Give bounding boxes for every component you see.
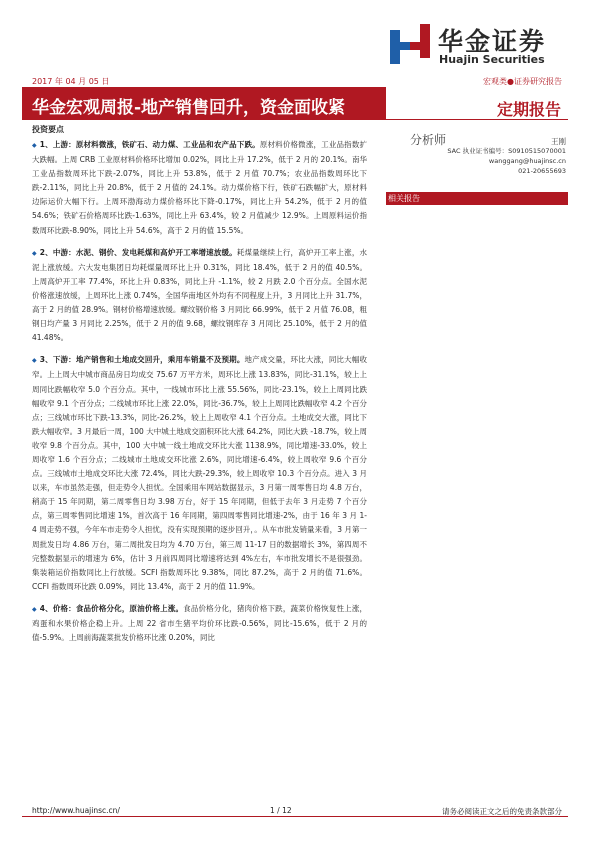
related-reports-label: 相关报告 xyxy=(388,194,420,203)
footer-url[interactable]: http://www.huajinsc.cn/ xyxy=(32,806,120,815)
point-lead: 3、下游：地产销售和土地成交回升，乘用车销量不及预期。 xyxy=(39,355,245,365)
report-category: 宏观类●证券研究报告 xyxy=(483,77,562,86)
section-title: 投资要点 xyxy=(32,125,64,134)
analyst-phone: 021-20655693 xyxy=(518,167,566,175)
point-upstream xyxy=(32,138,367,238)
point-body: 耗煤量继续上行，高炉开工率上涨，水泥上涨放缓。六大发电集团日均耗煤量周环比上升 0.31%，同比 18.4%，低于 2 月的值 40.5%。上周高炉开工率 77.4%，环比上升 0.83%，同比上升 -1.1%，较 2 月跌 2.0 个百分点。全国水泥价格涨速放缓，上周环比上涨 0.74%，全国华南地区外均有不同程度上升，3 月同比上升 31.7%，高于 2 月的值 28.9%。钢材价格增速放缓。螺纹钢价格 3 月同比 66.99%，低于 2 月值 76.08，粗钢日均产量 3 月同比 2.25%，低于 2 月的值 9.68，螺纹钢库存 3 月同比 25.10%，低于 2 月的值 41.48%。 xyxy=(32,247,367,343)
point-body: 食品价格分化，猪肉价格下跌，蔬菜价格恢复性上涨，鸡蛋和水果价格企稳上升。上周 22 省市生猪平均价环比跌-0.56%，同比-15.6%，低于 2 月的值-5.9%。上周前海蔬菜批发价格环比涨 0.20%，同比 xyxy=(32,603,367,643)
report-type: 定期报告 xyxy=(496,100,561,119)
analyst-contact xyxy=(447,146,566,176)
point-lead: 1、上游：原材料微涨，铁矿石、动力煤、工业品和农产品下跌。 xyxy=(39,140,260,149)
analyst-label: 分析师 xyxy=(410,133,447,147)
point-body: 原材料价格微涨，工业品指数扩大跌幅。上周 CRB 工业原材料价格环比增加 0.02%，同比上升 17.2%，低于 2 月的 20.1%。南华工业品指数周环比下跌-2.07%，同比上升 53.8%，低于 2 月值 70.7%；农业品指数周环比下跌-2.11%，同比上升 20.8%，低于 2 月值的 24.1%。动力煤价格下行，铁矿石跌幅扩大，原材料边际运价大幅下行。上周环渤海动力煤价格环比下降-0.17%，同比上升 54.2%，低于 2 月的值 54.6%；铁矿石价格周环比跌-1.63%，同比上升 63.4%，较 2 月值减少 12.9%。上周原料运价指数周环比跌-8.90%，同比上升 54.6%，高于 2 月的值 15.5%。 xyxy=(32,140,367,235)
footer-disclaimer: 请务必阅读正文之后的免责条款部分 xyxy=(442,807,562,816)
report-title: 华金宏观周报-地产销售回升，资金面收紧 xyxy=(32,98,346,118)
point-downstream xyxy=(32,353,367,594)
analyst-name: 王刚 xyxy=(551,137,566,146)
point-midstream xyxy=(32,246,367,346)
related-reports-header xyxy=(386,192,568,205)
point-lead: 2、中游：水泥、钢价、发电耗煤和高炉开工率增速放缓。 xyxy=(39,247,237,257)
company-logo xyxy=(388,22,563,70)
bullet-icon: ◆ xyxy=(32,605,37,613)
title-band xyxy=(22,87,386,120)
bullet-icon: ◆ xyxy=(32,249,37,257)
bullet-icon: ◆ xyxy=(32,357,37,365)
footer-divider xyxy=(22,816,568,817)
huajin-logo-icon xyxy=(388,22,432,66)
key-points xyxy=(32,138,367,653)
point-prices xyxy=(32,602,367,645)
analyst-cert: SAC 执业证书编号：S0910515070001 xyxy=(447,147,566,155)
page-number: 1 / 12 xyxy=(270,806,292,815)
analyst-email[interactable]: wanggang@huajinsc.cn xyxy=(488,157,566,165)
logo-english-name: Huajin Securities xyxy=(439,53,545,66)
point-body: 地产成交量，环比大涨，同比大幅收窄。上上周大中城市商品房日均成交 75.67 万平方米，周环比上涨 13.83%，同比-31.1%，较上上周同比跌幅收窄 5.0 个百分点。其中，一线城市环比上涨 55.56%，同比-23.1%，较上上周同比跌幅收窄 9.1 个百分点；二线城市环比上涨 22.0%，同比-36.7%，较上上周同比跌幅收窄 4.2 个百分点；三线城市环比下跌-13.3%，同比-26.2%，较上上周收窄 4.1 个百分点。土地成交大涨，同比下跌大幅收窄。3 月最后一周，100 大中城土地成交面积环比大涨 64.2%，同比大跌 -18.7%，较上周收窄 9.8 个百分点。其中，100 大中城一线土地成交环比大涨 1138.9%，同比增速-33.0%，较上周收窄 1.6 个百分点；二线城市土地成交环比涨 2.6%，同比增速-6.4%，较上周收窄 9.6 个百分点。三线城市土地成交环比大涨 72.4%，同比大跌-29.3%，较上周收窄 10.3 个百分点。进入 3 月以来，车市虽然走强，但走势令人担忧。全国乘用车网站数据显示，3 月第一周零售日均 4.8 万台，稍高于 15 年同期，第二周零售日均 3.98 万台，好于 15 年同期，但低于去年 3 月走势 7 个百分点，第三周零售同比增速 1%，首次高于 16 年同期，第四周零售同比增速-2%，由于 16 年 3 月 1-4 周走势不强，今年车市走势令人担忧，没有实现预期的逐步回升，。从车市批发销量来看，3 月第一周批发日均 4.86 万台，第二周批发日均为 4.70 万台，第三周 11-17 日的数据增长 3%，第四周不完整数据显示的增速为 6%，估计 3 月前四周同比增速将达到 4%左右，车市批发增长不是很强劲。集装箱运价指数同比上行放缓。SCFI 指数周环比 9.38%，同比 87.2%，高于 2 月的值 71.6%。CCFI 指数周环比跌 0.09%，同比 13.4%，高于 2 月的值 11.9%。 xyxy=(32,355,367,591)
logo-chinese-name: 华金证券 xyxy=(438,27,547,56)
point-lead: 4、价格：食品价格分化，原油价格上涨。 xyxy=(39,603,184,613)
bullet-icon: ◆ xyxy=(32,142,37,149)
report-date: 2017 年 04 月 05 日 xyxy=(32,77,110,86)
